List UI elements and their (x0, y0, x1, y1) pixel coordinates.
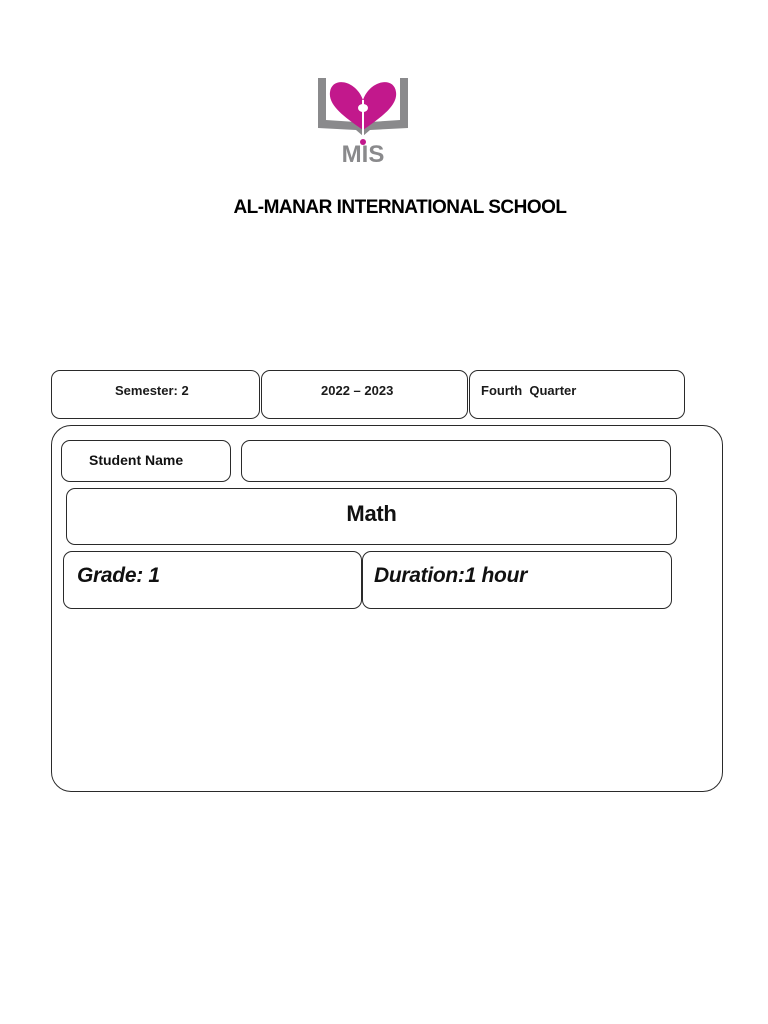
year-label: 2022 – 2023 (321, 383, 394, 398)
svg-text:MIS: MIS (341, 141, 385, 168)
grade-box (63, 551, 362, 609)
subject-title: Math (346, 501, 397, 526)
logo-book-icon (312, 70, 414, 170)
duration-box (362, 551, 672, 609)
student-name-label-box (61, 440, 231, 482)
year-box (261, 370, 468, 419)
quarter-box (469, 370, 685, 419)
duration-label: Duration:1 hour (374, 564, 527, 587)
student-name-label: Student Name (89, 452, 184, 468)
semester-box (51, 370, 260, 419)
semester-label: Semester: 2 (115, 383, 189, 398)
subject-box (66, 488, 677, 545)
school-logo (312, 70, 414, 170)
quarter-label: Fourth Quarter (481, 383, 577, 398)
grade-label: Grade: 1 (77, 564, 160, 587)
student-name-field[interactable] (241, 440, 671, 482)
school-name: AL-MANAR INTERNATIONAL SCHOOL (233, 197, 567, 218)
